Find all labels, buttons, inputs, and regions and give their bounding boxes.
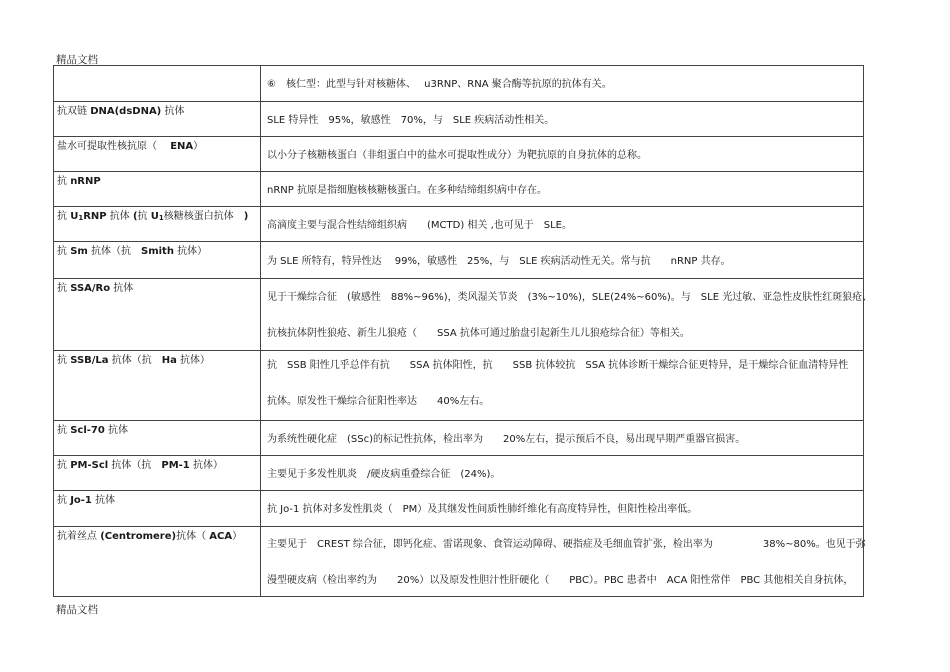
table-row (54, 207, 864, 242)
antibody-name: 抗 Sm 抗体（抗 Smith 抗体） (57, 246, 208, 257)
description-cell (261, 172, 864, 207)
antibody-name-cell (54, 102, 261, 137)
description-cell (261, 137, 864, 172)
description-line: 主要见于多发性肌炎 /硬皮病重叠综合征 (24%)。 (267, 469, 501, 480)
antibody-name-cell (54, 137, 261, 172)
description-cell (261, 491, 864, 527)
description-cell (261, 207, 864, 242)
page-header-text: 精品文档 (56, 54, 98, 66)
antibody-name-cell (54, 527, 261, 597)
antibody-name: 抗 SSA/Ro 抗体 (57, 283, 134, 294)
antibody-name-cell (54, 456, 261, 491)
antibody-name: 盐水可提取性核抗原（ ENA） (57, 141, 204, 152)
antibody-name-cell (54, 207, 261, 242)
description-line: 抗 Jo-1 抗体对多发性肌炎（ PM）及其继发性间质性肺纤维化有高度特异性，但阳性检出率低。 (267, 504, 698, 515)
description-line: 高滴度主要与混合性结缔组织病 (MCTD) 相关 ,也可见于 SLE。 (267, 220, 572, 231)
table-row (54, 172, 864, 207)
antibody-name-cell (54, 421, 261, 456)
table-row (54, 137, 864, 172)
table-row (54, 527, 864, 597)
page-footer-text: 精品文档 (56, 604, 98, 616)
antibody-name-cell (54, 172, 261, 207)
description-line: 抗体。原发性干燥综合征阳性率达 40%左右。 (267, 396, 490, 407)
table-row (54, 242, 864, 279)
description-cell (261, 66, 864, 102)
antibody-name: 抗 Scl-70 抗体 (57, 425, 128, 436)
antibody-name: 抗着丝点 (Centromere)抗体（ ACA） (57, 531, 243, 542)
table-row (54, 351, 864, 421)
description-line: 为系统性硬化症 (SSc)的标记性抗体，检出率为 20%左右，提示预后不良，易出现早期严重器官损害。 (267, 434, 746, 445)
antibody-table (53, 65, 873, 597)
antibody-name: 抗 Jo-1 抗体 (57, 495, 116, 506)
description-cell (261, 456, 864, 491)
antibody-name: 抗双链 DNA(dsDNA) 抗体 (57, 106, 185, 117)
table-row (54, 66, 864, 102)
table-row (54, 279, 864, 351)
description-line: nRNP 抗原是指细胞核核糖核蛋白。在多种结缔组织病中存在。 (267, 185, 547, 196)
description-line: 抗核抗体阴性狼疮、新生儿狼疮（ SSA 抗体可通过胎盘引起新生儿儿狼疮综合征）等相关。 (267, 328, 690, 339)
description-line: 漫型硬皮病（检出率约为 20%）以及原发性胆汁性肝硬化（ PBC）。PBC 患者中 ACA 阳性常伴 PBC 其他相关自身抗体， (267, 575, 854, 586)
table-row (54, 421, 864, 456)
description-cell (261, 279, 873, 351)
description-cell (261, 102, 864, 137)
description-cell (261, 242, 864, 279)
antibody-table-body (54, 66, 873, 597)
description-line: 为 SLE 所特有，特异性达 99%，敏感性 25%，与 SLE 疾病活动性无关。常与抗 nRNP 共存。 (267, 256, 731, 267)
antibody-name: 抗 SSB/La 抗体（抗 Ha 抗体） (57, 355, 211, 366)
description-line: 以小分子核糖核蛋白（非组蛋白中的盐水可提取性成分）为靶抗原的自身抗体的总称。 (267, 150, 647, 161)
description-cell (261, 421, 864, 456)
antibody-name: 抗 $U_1RNP$ 抗体 (抗 $U_1$核糖核蛋白抗体 ) (57, 211, 249, 222)
antibody-name-cell (54, 351, 261, 421)
description-cell (261, 527, 864, 597)
description-cell (261, 351, 864, 421)
description-line: 见于干燥综合征 (敏感性 88%~96%)，类风湿关节炎 (3%~10%)，SLE(24%~60%)。与 SLE 光过敏、亚急性皮肤性红斑狼疮、 (267, 292, 873, 303)
antibody-name: 抗 PM-Scl 抗体（抗 PM-1 抗体） (57, 460, 223, 471)
antibody-name-cell (54, 491, 261, 527)
antibody-name-cell (54, 279, 261, 351)
description-line: SLE 特异性 95%，敏感性 70%，与 SLE 疾病活动性相关。 (267, 115, 555, 126)
antibody-name-cell (54, 242, 261, 279)
table-row (54, 102, 864, 137)
table-row (54, 491, 864, 527)
description-line: 抗 SSB 阳性几乎总伴有抗 SSA 抗体阳性，抗 SSB 抗体较抗 SSA 抗体诊断干燥综合征更特异，是干燥综合征血清特异性 (267, 360, 849, 371)
antibody-name-cell (54, 66, 261, 102)
antibody-name: 抗 nRNP (57, 176, 101, 187)
description-line: ⑥ 核仁型：此型与针对核糖体、 u3RNP、RNA 聚合酶等抗原的抗体有关。 (267, 79, 612, 90)
table-row (54, 456, 864, 491)
description-line: 主要见于 CREST 综合征，即钙化症、雷诺现象、食管运动障碍、硬指症及毛细血管扩张，检出率为 38%~80%。也见于弥 (267, 539, 866, 550)
